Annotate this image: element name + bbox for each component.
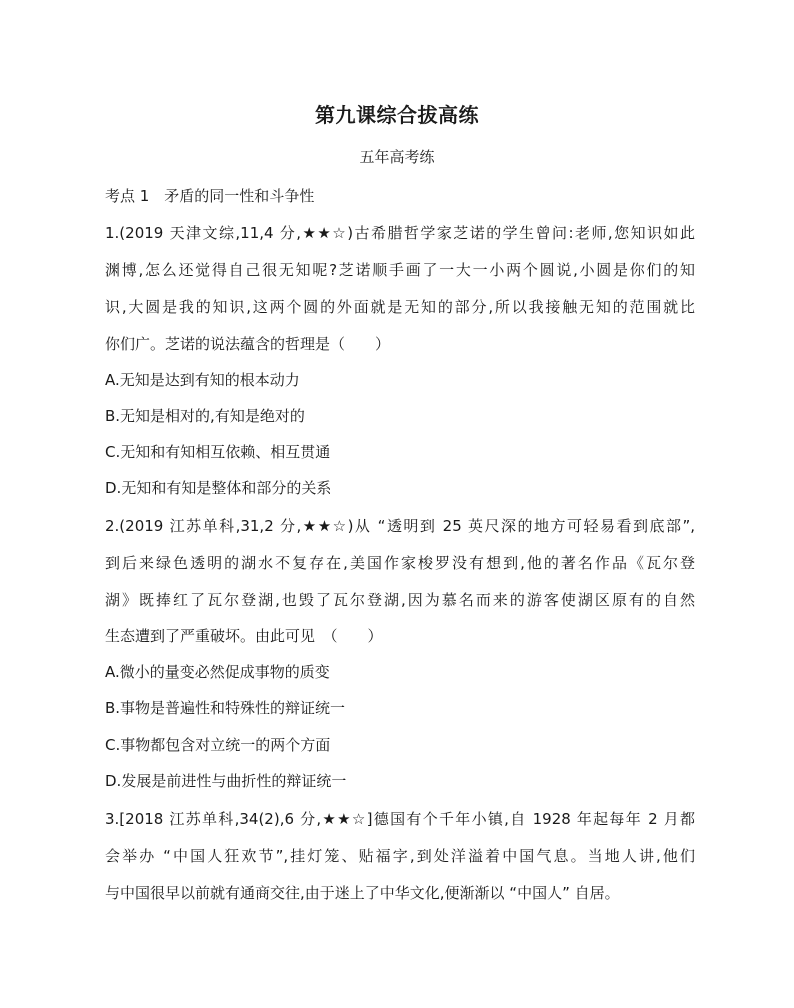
question-1-line-3: 识,大圆是我的知识,这两个圆的外面就是无知的部分,所以我接触无知的范围就比 (105, 298, 695, 316)
question-1-option-b: B.无知是相对的,有知是绝对的 (105, 407, 305, 425)
question-2-option-a: A.微小的量变必然促成事物的质变 (105, 663, 330, 681)
question-3-line-1: 3.[2018 江苏单科,34(2),6 分,★★☆]德国有个千年小镇,自 1928 年起每年 2 月都 (105, 810, 695, 828)
question-2-line-4: 生态遭到了严重破坏。由此可见 （ ） (105, 627, 383, 645)
question-2-line-1: 2.(2019 江苏单科,31,2 分,★★☆)从 “透明到 25 英尺深的地方可轻易看到底部”, (105, 517, 695, 535)
page-title: 第九课综合拔高练 (315, 103, 479, 127)
section-heading: 考点 1 矛盾的同一性和斗争性 (105, 187, 315, 205)
question-2-option-c: C.事物都包含对立统一的两个方面 (105, 736, 331, 754)
question-3-line-2: 会举办 “中国人狂欢节”,挂灯笼、贴福字,到处洋溢着中国气息。当地人讲,他们 (105, 847, 695, 865)
question-2-option-b: B.事物是普遍性和特殊性的辩证统一 (105, 699, 346, 717)
question-3-line-3: 与中国很早以前就有通商交往,由于迷上了中华文化,便渐渐以 “中国人” 自居。 (105, 884, 620, 902)
question-1-option-c: C.无知和有知相互依赖、相互贯通 (105, 443, 331, 461)
page-subtitle: 五年高考练 (359, 148, 435, 166)
question-2-line-2: 到后来绿色透明的湖水不复存在,美国作家梭罗没有想到,他的著名作品《瓦尔登 (105, 554, 695, 572)
question-2-line-3: 湖》既捧红了瓦尔登湖,也毁了瓦尔登湖,因为慕名而来的游客使湖区原有的自然 (105, 591, 695, 609)
question-1-option-a: A.无知是达到有知的根本动力 (105, 371, 300, 389)
question-1-line-1: 1.(2019 天津文综,11,4 分,★★☆)古希腊哲学家芝诺的学生曾问:老师,您知识如此 (105, 224, 695, 242)
question-2-option-d: D.发展是前进性与曲折性的辩证统一 (105, 772, 347, 790)
question-1-line-2: 渊博,怎么还觉得自己很无知呢?芝诺顺手画了一大一小两个圆说,小圆是你们的知 (105, 261, 695, 279)
question-1-line-4: 你们广。芝诺的说法蕴含的哲理是（ ） (105, 335, 391, 353)
question-1-option-d: D.无知和有知是整体和部分的关系 (105, 479, 332, 497)
